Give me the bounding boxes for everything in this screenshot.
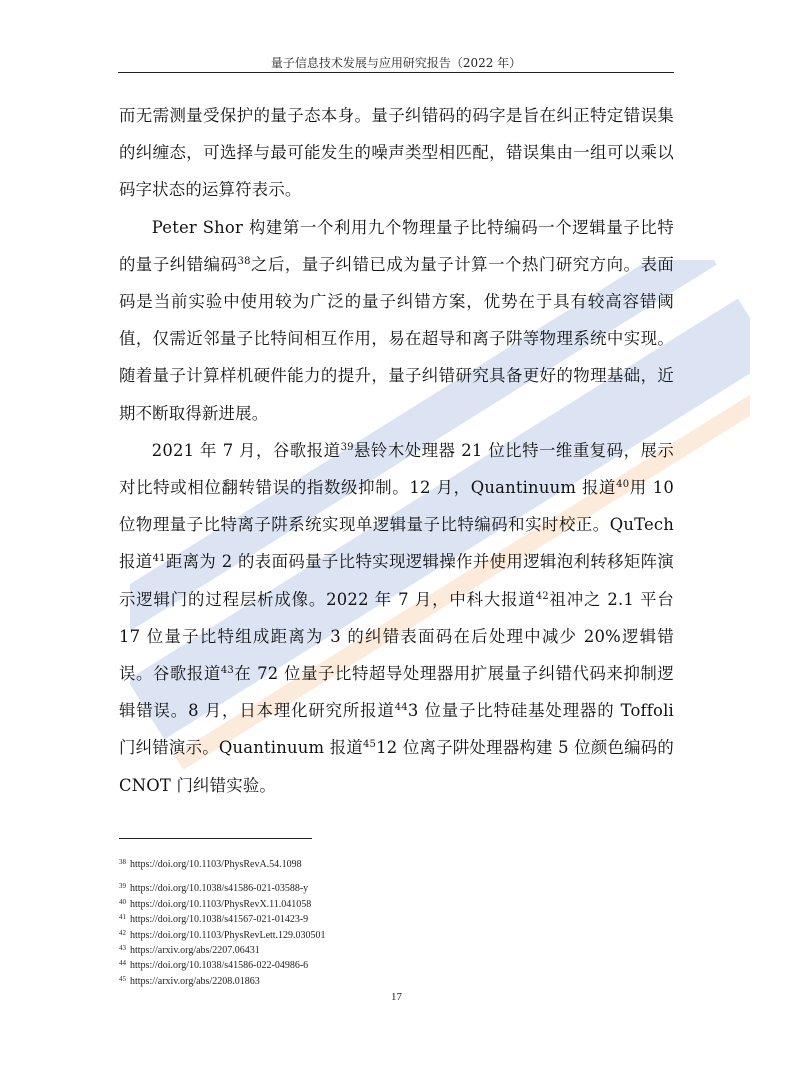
paragraph-text: 2021 年 7 月，谷歌报道 — [151, 440, 341, 460]
footnote-number: 43 — [119, 944, 126, 953]
footnote-link[interactable]: https://arxiv.org/abs/2208.01863 — [130, 975, 260, 987]
footnote-number: 39 — [119, 882, 126, 891]
footnote-link[interactable]: https://doi.org/10.1038/s41586-021-03588-y — [130, 883, 309, 895]
footnote-number: 44 — [119, 959, 126, 968]
footnote-ref: 45 — [362, 739, 377, 751]
page-number: 17 — [391, 991, 402, 1003]
footnotes — [119, 856, 674, 988]
footnote-link[interactable]: https://doi.org/10.1103/PhysRevLett.129.030501 — [130, 929, 326, 941]
footnote-link[interactable]: https://doi.org/10.1103/PhysRevX.11.041058 — [130, 898, 312, 910]
footnote-link[interactable]: https://doi.org/10.1038/s41567-021-01423-9 — [130, 914, 309, 926]
paragraph-text: 12 位离子阱处理器构建 5 位颜色编码的 CNOT 门纠错实验。 — [119, 738, 674, 795]
paragraph — [119, 97, 674, 209]
paragraph-text: 距离为 2 的表面码量子比特实现逻辑操作并使用逻辑泡利转移矩阵演示逻辑门的过程层析成像。2022 年 7 月，中科大报道 — [119, 552, 675, 609]
footnote-link[interactable]: https://doi.org/10.1103/PhysRevA.54.1098 — [130, 859, 302, 870]
header-divider — [118, 72, 674, 73]
paragraph — [119, 209, 674, 432]
paragraph-text: 3 位量子比特硅基处理器的 Toffoli 门纠错演示。Quantinuum 报道 — [119, 701, 674, 758]
running-header: 量子信息技术发展与应用研究报告（2022 年） — [270, 56, 522, 70]
paragraph-text: Peter Shor 构建第一个利用九个物理量子比特编码一个逻辑量子比特的量子纠错编码 — [119, 217, 674, 274]
paragraph-text: 之后，量子纠错已成为量子计算一个热门研究方向。表面码是当前实验中使用较为广泛的量子纠错方案，优势在于具有较高容错阈值，仅需近邻量子比特间相互作用，易在超导和离子阱等物理系统中实现。随着量子计算样机硬件能力的提升，量子纠错研究具备更好的物理基础，近期不断取得新进展。 — [119, 254, 675, 423]
footnote-item — [119, 880, 674, 895]
footnote-link[interactable]: https://arxiv.org/abs/2207.06431 — [130, 945, 260, 957]
footnote-number: 40 — [119, 897, 126, 906]
paragraph-text: 而无需测量受保护的量子态本身。量子纠错码的码字是旨在纠正特定错误集的纠缠态，可选择与最可能发生的噪声类型相匹配，错误集由一组可以乘以码字状态的运算符表示。 — [119, 106, 674, 200]
footnote-item — [119, 856, 674, 871]
footnote-ref: 39 — [340, 441, 354, 453]
footnote-ref: 44 — [394, 702, 408, 714]
footnote-number: 38 — [119, 858, 126, 866]
footnote-divider — [119, 838, 312, 839]
footnote-ref: 43 — [220, 665, 234, 677]
footnote-number: 45 — [119, 974, 126, 983]
paragraph-text: 祖冲之 2.1 平台 17 位量子比特组成距离为 3 的纠错表面码在后处理中减少 20%逻辑错误。谷歌报道 — [119, 589, 674, 684]
footnote-ref: 38 — [237, 255, 251, 267]
footnote-item — [119, 896, 674, 911]
footnote-number: 41 — [119, 913, 126, 922]
footnote-ref: 42 — [535, 590, 549, 602]
paragraph — [119, 432, 674, 804]
footnote-item — [119, 911, 674, 926]
paragraph-text: 用 10 位物理量子比特离子阱系统实现单逻辑量子比特编码和实时校正。QuTech 报道 — [119, 478, 674, 572]
footnote-item — [119, 957, 674, 972]
paragraph-text: 悬铃木处理器 21 位比特一维重复码，展示对比特或相位翻转错误的指数级抑制。12 月，Quantinuum 报道 — [119, 440, 674, 498]
footnote-link[interactable]: https://doi.org/10.1038/s41586-022-04986-6 — [130, 960, 309, 972]
paragraph-text: 在 72 位量子比特超导处理器用扩展量子纠错代码来抑制逻辑错误。8 月，日本理化研究所报道 — [119, 664, 674, 721]
footnote-ref: 41 — [152, 553, 166, 565]
body-text — [119, 97, 674, 804]
footnote-number: 42 — [119, 928, 126, 937]
footnote-item — [119, 927, 674, 942]
footnote-item — [119, 942, 674, 957]
footnote-ref: 40 — [616, 479, 630, 491]
footnote-item — [119, 973, 674, 988]
